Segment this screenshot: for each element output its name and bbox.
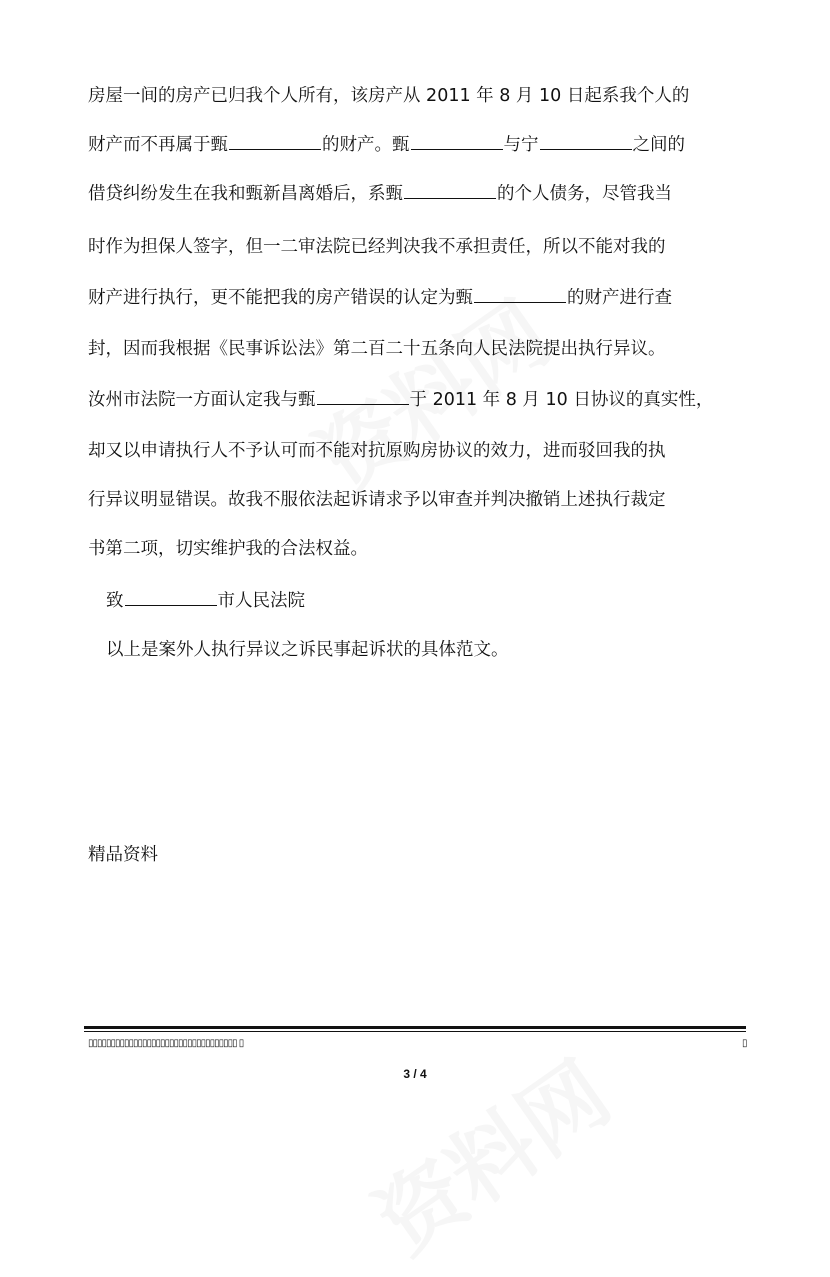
paragraph-line (88, 133, 685, 157)
page-number: 3 / 4 (403, 1067, 427, 1081)
text-segment: 时作为担保人签字，但一二审法院已经判决我不承担责任，所以不能对我的 (88, 237, 666, 257)
text-segment: 财产进行执行，更不能把我的房产错误的认定为甄 (88, 288, 473, 308)
footer-divider-thin (84, 1031, 746, 1032)
watermark-bottom (348, 1027, 630, 1277)
fill-in-blank (317, 390, 409, 405)
paragraph-line (88, 488, 666, 512)
paragraph-line (88, 182, 672, 206)
text-segment: 的财产。甄 (322, 135, 410, 155)
text-segment: 以上是案外人执行异议之诉民事起诉状的具体范文。 (106, 640, 509, 660)
paragraph-line (88, 84, 689, 108)
text-segment: 与宁 (503, 135, 539, 155)
fill-in-blank (474, 288, 566, 303)
text-segment: 财产而不再属于甄 (88, 135, 228, 155)
paragraph-line (88, 537, 368, 561)
footer-right-text: ▯ (742, 1038, 748, 1049)
fill-in-blank (125, 591, 217, 606)
addressee-line (106, 589, 305, 613)
text-segment: 借贷纠纷发生在我和甄新昌离婚后，系甄 (88, 184, 403, 204)
fill-in-blank (404, 184, 496, 199)
fill-in-blank (229, 135, 321, 150)
paragraph-line (88, 388, 713, 412)
text-segment: 的个人债务，尽管我当 (497, 184, 672, 204)
footer-divider-thick (84, 1026, 746, 1029)
paragraph-line (88, 286, 672, 310)
paragraph-line (88, 439, 666, 463)
paragraph-line (88, 337, 666, 361)
text-segment: 之间的 (632, 135, 685, 155)
text-segment: 市人民法院 (217, 591, 305, 611)
footer-caption (88, 843, 158, 867)
closing-line (106, 638, 509, 662)
text-segment: 房屋一间的房产已归我个人所有，该房产从 2011 年 8 月 10 日起系我个人的 (88, 86, 690, 106)
text-segment: 封，因而我根据《民事诉讼法》第二百二十五条向人民法院提出执行异议。 (88, 339, 666, 359)
text-segment: 精品资料 (88, 845, 158, 865)
text-segment: 书第二项，切实维护我的合法权益。 (88, 539, 368, 559)
text-segment: 致 (106, 591, 124, 611)
paragraph-line (88, 235, 666, 259)
text-segment: 行异议明显错误。故我不服依法起诉请求予以审查并判决撤销上述执行裁定 (88, 490, 666, 510)
text-segment: 却又以申请执行人不予认可而不能对抗原购房协议的效力，进而驳回我的执 (88, 441, 666, 461)
fill-in-blank (411, 135, 503, 150)
footer-left-text: ▯▯▯▯▯▯▯▯▯▯▯▯▯▯▯▯▯▯▯▯▯▯▯▯▯▯▯▯▯▯▯▯▯ ▯ (88, 1038, 244, 1049)
text-segment: 汝州市法院一方面认定我与甄 (88, 390, 316, 410)
text-segment: 于 2011 年 8 月 10 日协议的真实性， (409, 390, 714, 410)
text-segment: 的财产进行查 (567, 288, 672, 308)
fill-in-blank (540, 135, 632, 150)
